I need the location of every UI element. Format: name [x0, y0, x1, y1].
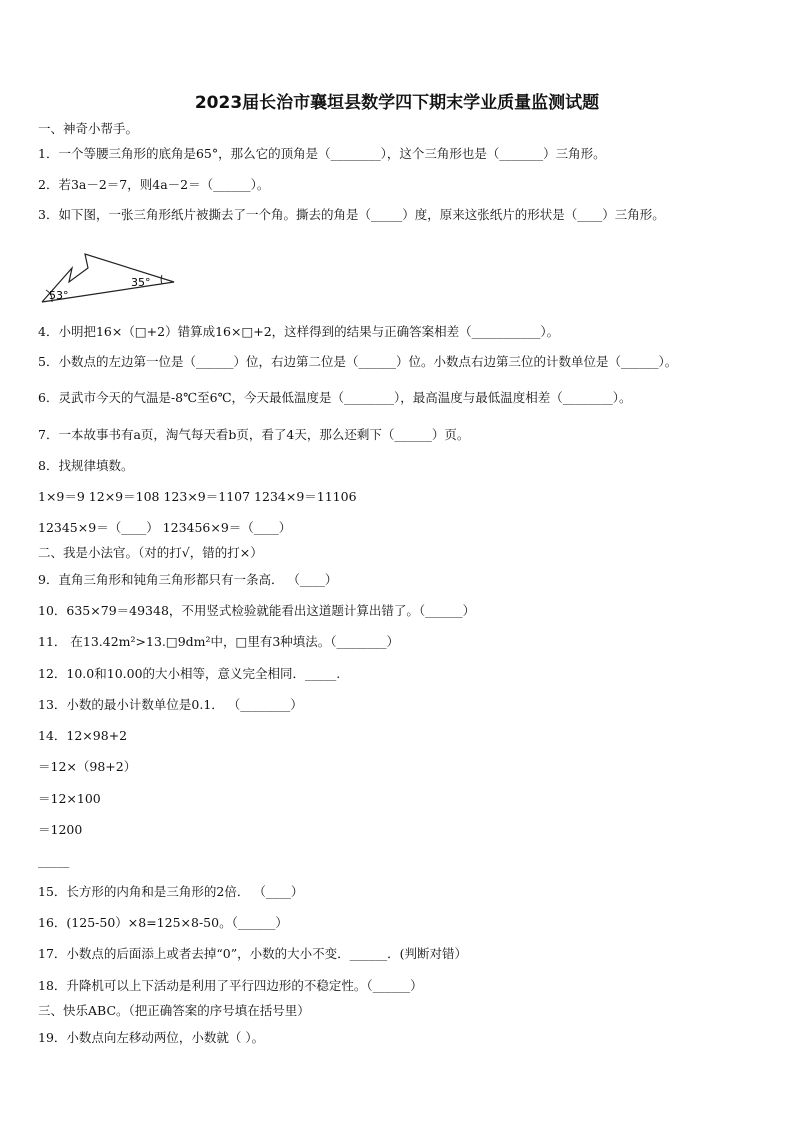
question-9: 9．直角三角形和钝角三角形都只有一条高． （____）: [38, 572, 338, 587]
question-12: 12．10.0和10.00的大小相等，意义完全相同．_____.: [38, 666, 341, 681]
question-17: 17．小数点的后面添上或者去掉“0”，小数的大小不变．______．(判断对错）: [38, 946, 468, 961]
question-3: 3．如下图，一张三角形纸片被撕去了一个角。撕去的角是（_____）度，原来这张纸片的形状是（____）三角形。: [38, 207, 665, 222]
pattern-row-1: 1×9＝9 12×9＝108 123×9＝1107 1234×9＝11106: [38, 489, 357, 504]
question-15: 15．长方形的内角和是三角形的2倍． （____）: [38, 884, 304, 899]
question-4: 4．小明把16×（□+2）错算成16×□+2，这样得到的结果与正确答案相差（___________）。: [38, 324, 560, 339]
question-13: 13．小数的最小计数单位是0.1． （________）: [38, 697, 303, 712]
question-16: 16．(125-50）×8=125×8-50。（______）: [38, 915, 288, 930]
question-2: 2．若3a－2＝7，则4a－2＝（______）。: [38, 177, 270, 192]
angle-label-35: 35°: [131, 276, 151, 289]
section-heading-2: 二、我是小法官。（对的打√，错的打×）: [38, 545, 263, 560]
section-heading-1: 一、神奇小帮手。: [38, 121, 139, 136]
pattern-row-2: 12345×9＝（____） 123456×9＝（____）: [38, 520, 292, 535]
question-5: 5．小数点的左边第一位是（______）位，右边第二位是（______）位。小数点右边第三位的计数单位是（______）。: [38, 354, 678, 369]
calc-step-3: ＝1200: [38, 822, 83, 837]
question-6: 6．灵武市今天的气温是-8℃至6℃，今天最低温度是（________），最高温度与最低温度相差（________）。: [38, 390, 632, 405]
calc-step-1: ＝12×（98+2）: [38, 759, 137, 774]
question-1: 1．一个等腰三角形的底角是65°，那么它的顶角是（________），这个三角形也是（_______）三角形。: [38, 146, 606, 161]
question-10: 10．635×79＝49348，不用竖式检验就能看出这道题计算出错了。（______）: [38, 603, 476, 618]
calc-step-2: ＝12×100: [38, 791, 101, 806]
question-14: 14．12×98+2: [38, 728, 128, 743]
page-title: 2023届长治市襄垣县数学四下期末学业质量监测试题: [194, 93, 600, 113]
question-8: 8．找规律填数。: [38, 458, 134, 473]
answer-blank: _____: [38, 853, 70, 868]
torn-triangle-figure: [38, 250, 188, 310]
question-18: 18．升降机可以上下活动是利用了平行四边形的不稳定性。（______）: [38, 978, 423, 993]
question-11: 11． 在13.42m²>13.□9dm²中，□里有3种填法。（________）: [38, 634, 400, 649]
angle-arc-right: [161, 275, 162, 284]
section-heading-3: 三、快乐ABC。（把正确答案的序号填在括号里）: [38, 1003, 310, 1018]
question-7: 7．一本故事书有a页，淘气每天看b页，看了4天，那么还剩下（______）页。: [38, 427, 470, 442]
angle-label-53: 53°: [49, 289, 69, 302]
question-19: 19．小数点向左移动两位，小数就（ ）。: [38, 1030, 265, 1045]
